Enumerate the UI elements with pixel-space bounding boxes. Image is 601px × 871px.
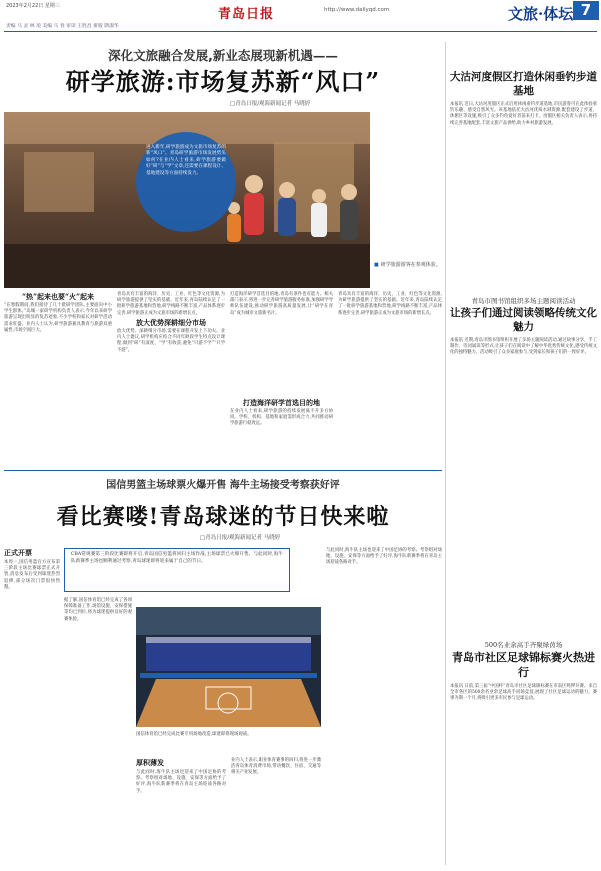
column-divider — [445, 42, 446, 865]
lead-body-col-4: 青岛具有丰富的海洋、历史、工业、红色等文化资源,为研学旅游提供了坚实的基础。近年来,青岛陆续认定了一批研学旅游基地和营地,研学线路不断丰富,产品体系逐步完善,研学旅游正成为文旅市场的新增长点。 — [338, 292, 442, 316]
lead-body-col-1: “在寒假期间,我们接待了几十批研学团队,主要面向中小学生群体。”岛城一家研学机构负责人表示,今年以来研学旅游呈现出明显的复苏迹象,不少学校和家长对研学活动需求旺盛。业内人士认为,研学旅游兼具教育与旅游双重属性,市场空间巨大。 — [4, 303, 112, 333]
sports-subhead-2: 厚积薄发 — [136, 758, 164, 767]
sports-kicker: 国信男篮主场球票火爆开售 海牛主场接受考察获好评 — [106, 480, 340, 491]
sports-body-col-3: 与此同时,海牛队主场也迎来了中国足协的考察。考察组对场地、设施、安保等方面给予了好评,海牛队新赛季将在青岛主场迎战各路对手。 — [136, 770, 226, 794]
lead-subhead-1: “热”起来也要“火”起来 — [21, 292, 95, 301]
right-story-3-body: 本报讯 日前,第三届“中国杯”青岛市社区足球锦标赛在市南区鸣锣开赛。来自全市各区的500余名业余足球高手同场竞技,展现了社区足球运动的魅力。赛事为期一个月,将吸引更多市民参与足球运动。 — [450, 684, 597, 702]
right-story-2-kicker: 青岛市图书馆组织多场主题阅读活动 — [471, 297, 576, 305]
right-story-2-title[interactable]: 让孩子们通过阅读领略传统文化魅力 — [450, 307, 597, 333]
right-story-3-kicker: 500名业余高手齐聚绿茵场 — [484, 641, 563, 649]
lead-body-col-2b: 放大优势、深耕细分市场,需要在课程开发上下功夫。业内人士建议,研学机构应结合不同年龄段学生特点设计课程,做到“研”有深度、“学”有收获,避免“只游不学”“只学不游”。 — [117, 329, 225, 353]
arena-photo — [136, 607, 321, 727]
sports-headline[interactable]: 看比赛喽!青岛球迷的节日快来啦 — [56, 504, 390, 530]
lead-subhead-3: 打造海洋研学首选目的地 — [243, 398, 320, 407]
header-divider — [4, 31, 597, 32]
right-story-1-body: 本报讯 近日,大沽河度假区正式启用休闲垂钓步道基地,市民游客可在此体验垂钓乐趣、感受自然风光。该基地依托大沽河优质水域资源,配套建设了步道、休憩区等设施,吸引了众多钓鱼爱好者前来打卡。度假区相关负责人表示,将持续完善基地配套,丰富文旅产品供给,助力乡村旅游发展。 — [450, 102, 597, 126]
date-line: 2023年2月22日 星期三 — [6, 3, 60, 9]
right-story-1-title[interactable]: 大沽河度假区打造休闲垂钓步道基地 — [450, 71, 597, 97]
right-story-3-title[interactable]: 青岛市社区足球锦标赛火热进行 — [452, 651, 595, 679]
sports-body-col-1: 本周一,国信男篮官方宣布第三阶段主场比赛球票正式开售,消息发布后受到球迷热烈追捧,部分场次门票很快售罄。 — [4, 560, 60, 590]
lead-photo-caption: ■ 研学旅游游客在参观体验。 — [374, 262, 442, 269]
lead-byline: □青岛日报/观海新闻记者 马晓婷 — [230, 101, 311, 107]
lead-headline[interactable]: 研学旅游:市场复苏新“风口” — [65, 67, 381, 96]
lead-body-col-3a: 打造海洋研学首选目的地,青岛有条件也有能力。相关部门表示,将进一步完善研学旅游服务标准,加强研学导师队伍建设,推动研学旅游高质量发展,让“研学在青岛”成为城市文旅新名片。 — [230, 292, 333, 316]
newspaper-logo[interactable]: 青岛日报 — [218, 7, 275, 22]
sports-body-col-4: 业内人士表示,职业体育赛事的回归,将进一步激活青岛体育消费市场,带动餐饮、住宿、交通等相关产业发展。 — [231, 758, 321, 776]
arena-photo-caption: 国信体育馆已经完成比赛专用场地改造,球迷即将现场观战。 — [136, 732, 252, 737]
site-url[interactable]: http://www.dailyqd.com — [324, 7, 390, 13]
lead-kicker: 深化文旅融合发展,新业态展现新机遇—— — [108, 48, 338, 63]
lead-body-col-3b: 在业内人士看来,研学旅游的持续发展离不开多方协同。学校、机构、基地和家庭需形成合力,共同推动研学旅游行稳致远。 — [230, 409, 333, 427]
sports-subhead-1: 正式开票 — [4, 548, 32, 557]
lead-intro-circle: 进入新年,研学旅游成为文旅市场复苏的新“风口”。青岛研学旅游市场发展势头如何?在业内人士看来,研学旅游要做好“研”与“学”文章,还需要在课程设计、基地建设等方面持续发力。 — [136, 132, 236, 232]
lead-body-col-2a: 青岛具有丰富的海洋、历史、工业、红色等文化资源,为研学旅游提供了坚实的基础。近年来,青岛陆续认定了一批研学旅游基地和营地,研学线路不断丰富,产品体系逐步完善,研学旅游正成为文旅市场的新增长点。 — [117, 292, 225, 316]
section-title: 文旅·体坛 — [508, 5, 574, 23]
sports-body-col-5: 与此同时,海牛队主场也迎来了中国足协的考察。考察组对场地、设施、安保等方面给予了好评,海牛队新赛季将在青岛主场迎战各路对手。 — [326, 548, 442, 566]
right-story-2-body: 本报讯 近期,青岛市图书馆组织开展了多场主题阅读活动,通过故事分享、手工制作、诗词诵读等形式,让孩子们在阅读中了解中华优秀传统文化,感受传统文化的独特魅力。活动吸引了众多家庭参与,受到家长和孩子们的一致好评。 — [450, 338, 597, 356]
sports-byline: □青岛日报/观海新闻记者 马晓婷 — [200, 535, 281, 541]
masthead — [0, 0, 601, 40]
section-divider — [4, 470, 442, 471]
sports-highlight-box: CBA常规赛第三阶段比赛即将开启,青岛国信男篮将回归主场作战,主场球票已火爆开售。与此同时,海牛队新赛季主场也顺利通过考察,青岛球迷即将迎来属于自己的节日。 — [64, 548, 290, 592]
page-number: 7 — [573, 1, 599, 20]
basketball-arena-photo — [136, 607, 321, 727]
sports-body-col-2: 据了解,国信体育馆已经完成了各项保障准备工作,场馆设施、安保措施等均已到位,将为球迷提供良好的观赛体验。 — [64, 598, 132, 622]
lead-subhead-2: 放大优势深耕细分市场 — [136, 318, 206, 327]
editor-credits: 责编 马 灵 林 琅 美编 马 春 审读 王胜昌 排版 隋淑华 — [6, 24, 119, 29]
